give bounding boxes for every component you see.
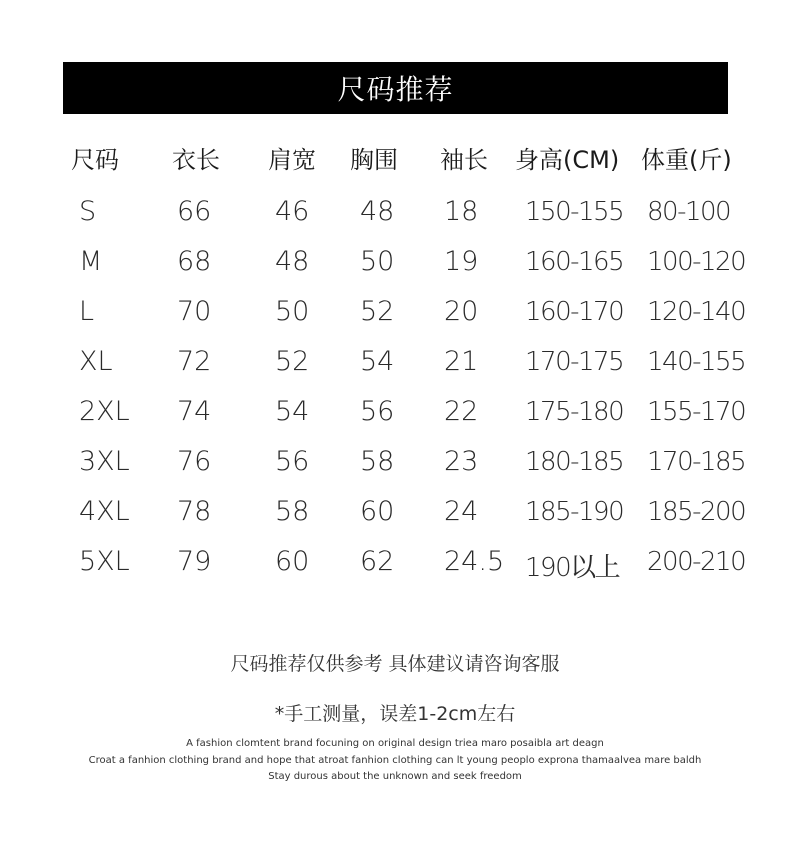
cell-sleeve: 23 xyxy=(444,446,479,477)
cell-size: 2XL xyxy=(79,396,130,427)
header-height: 身高(CM) xyxy=(515,146,620,174)
cell-sleeve: 18 xyxy=(444,196,479,227)
header-weight: 体重(斤) xyxy=(641,146,732,174)
cell-chest: 60 xyxy=(360,496,395,527)
cell-height: 150-155 xyxy=(525,197,624,227)
slogan-line-2: Croat a fanhion clothing brand and hope that atroat fanhion clothing can lt young peoplo exprona thamaalvea mare baldh xyxy=(88,755,702,766)
cell-height: 190以上 xyxy=(525,553,620,583)
cell-height: 175-180 xyxy=(525,397,624,427)
cell-size: S xyxy=(79,196,97,227)
cell-length: 78 xyxy=(177,496,212,527)
cell-sleeve: 20 xyxy=(444,296,479,327)
cell-sleeve: 21 xyxy=(444,346,479,377)
cell-size: XL xyxy=(79,346,113,377)
header-sleeve: 袖长 xyxy=(440,146,488,174)
cell-height: 160-165 xyxy=(525,247,624,277)
cell-weight: 80-100 xyxy=(647,197,731,227)
cell-weight: 170-185 xyxy=(647,447,746,477)
cell-weight: 155-170 xyxy=(647,397,746,427)
cell-shoulder: 50 xyxy=(275,296,310,327)
cell-length: 70 xyxy=(177,296,212,327)
advice-note: 尺码推荐仅供参考 具体建议请咨询客服 xyxy=(230,653,560,675)
cell-height: 160-170 xyxy=(525,297,624,327)
cell-shoulder: 48 xyxy=(275,246,310,277)
cell-sleeve: 24 xyxy=(444,496,479,527)
cell-weight: 200-210 xyxy=(647,547,746,577)
title-banner xyxy=(63,62,728,114)
cell-chest: 48 xyxy=(360,196,395,227)
cell-size: 4XL xyxy=(79,496,130,527)
cell-length: 79 xyxy=(177,546,212,577)
cell-size: L xyxy=(79,296,95,327)
cell-sleeve: 24.5 xyxy=(444,546,505,577)
cell-size: 3XL xyxy=(79,446,130,477)
slogan-line-3: Stay durous about the unknown and seek freedom xyxy=(268,771,522,782)
cell-chest: 56 xyxy=(360,396,395,427)
header-length: 衣长 xyxy=(172,146,220,174)
cell-chest: 50 xyxy=(360,246,395,277)
page-title: 尺码推荐 xyxy=(337,73,454,106)
cell-chest: 52 xyxy=(360,296,395,327)
cell-length: 68 xyxy=(177,246,212,277)
slogan-line-1: A fashion clomtent brand focuning on original design triea maro posaibla art deagn xyxy=(186,738,604,749)
cell-length: 72 xyxy=(177,346,212,377)
cell-height: 180-185 xyxy=(525,447,624,477)
cell-size: 5XL xyxy=(79,546,130,577)
cell-shoulder: 54 xyxy=(275,396,310,427)
cell-length: 76 xyxy=(177,446,212,477)
cell-shoulder: 56 xyxy=(275,446,310,477)
header-shoulder: 肩宽 xyxy=(268,146,316,174)
cell-length: 66 xyxy=(177,196,212,227)
header-chest: 胸围 xyxy=(350,146,398,174)
cell-weight: 185-200 xyxy=(647,497,746,527)
cell-shoulder: 60 xyxy=(275,546,310,577)
cell-height: 185-190 xyxy=(525,497,624,527)
cell-length: 74 xyxy=(177,396,212,427)
cell-shoulder: 52 xyxy=(275,346,310,377)
cell-chest: 58 xyxy=(360,446,395,477)
measurement-note: *手工测量，误差1-2cm左右 xyxy=(274,703,516,725)
cell-chest: 54 xyxy=(360,346,395,377)
cell-shoulder: 46 xyxy=(275,196,310,227)
cell-shoulder: 58 xyxy=(275,496,310,527)
cell-weight: 140-155 xyxy=(647,347,746,377)
cell-size: M xyxy=(79,246,103,277)
cell-sleeve: 22 xyxy=(444,396,479,427)
cell-weight: 100-120 xyxy=(647,247,746,277)
cell-sleeve: 19 xyxy=(444,246,479,277)
cell-chest: 62 xyxy=(360,546,395,577)
header-size: 尺码 xyxy=(71,146,119,174)
cell-weight: 120-140 xyxy=(647,297,746,327)
cell-height: 170-175 xyxy=(525,347,624,377)
